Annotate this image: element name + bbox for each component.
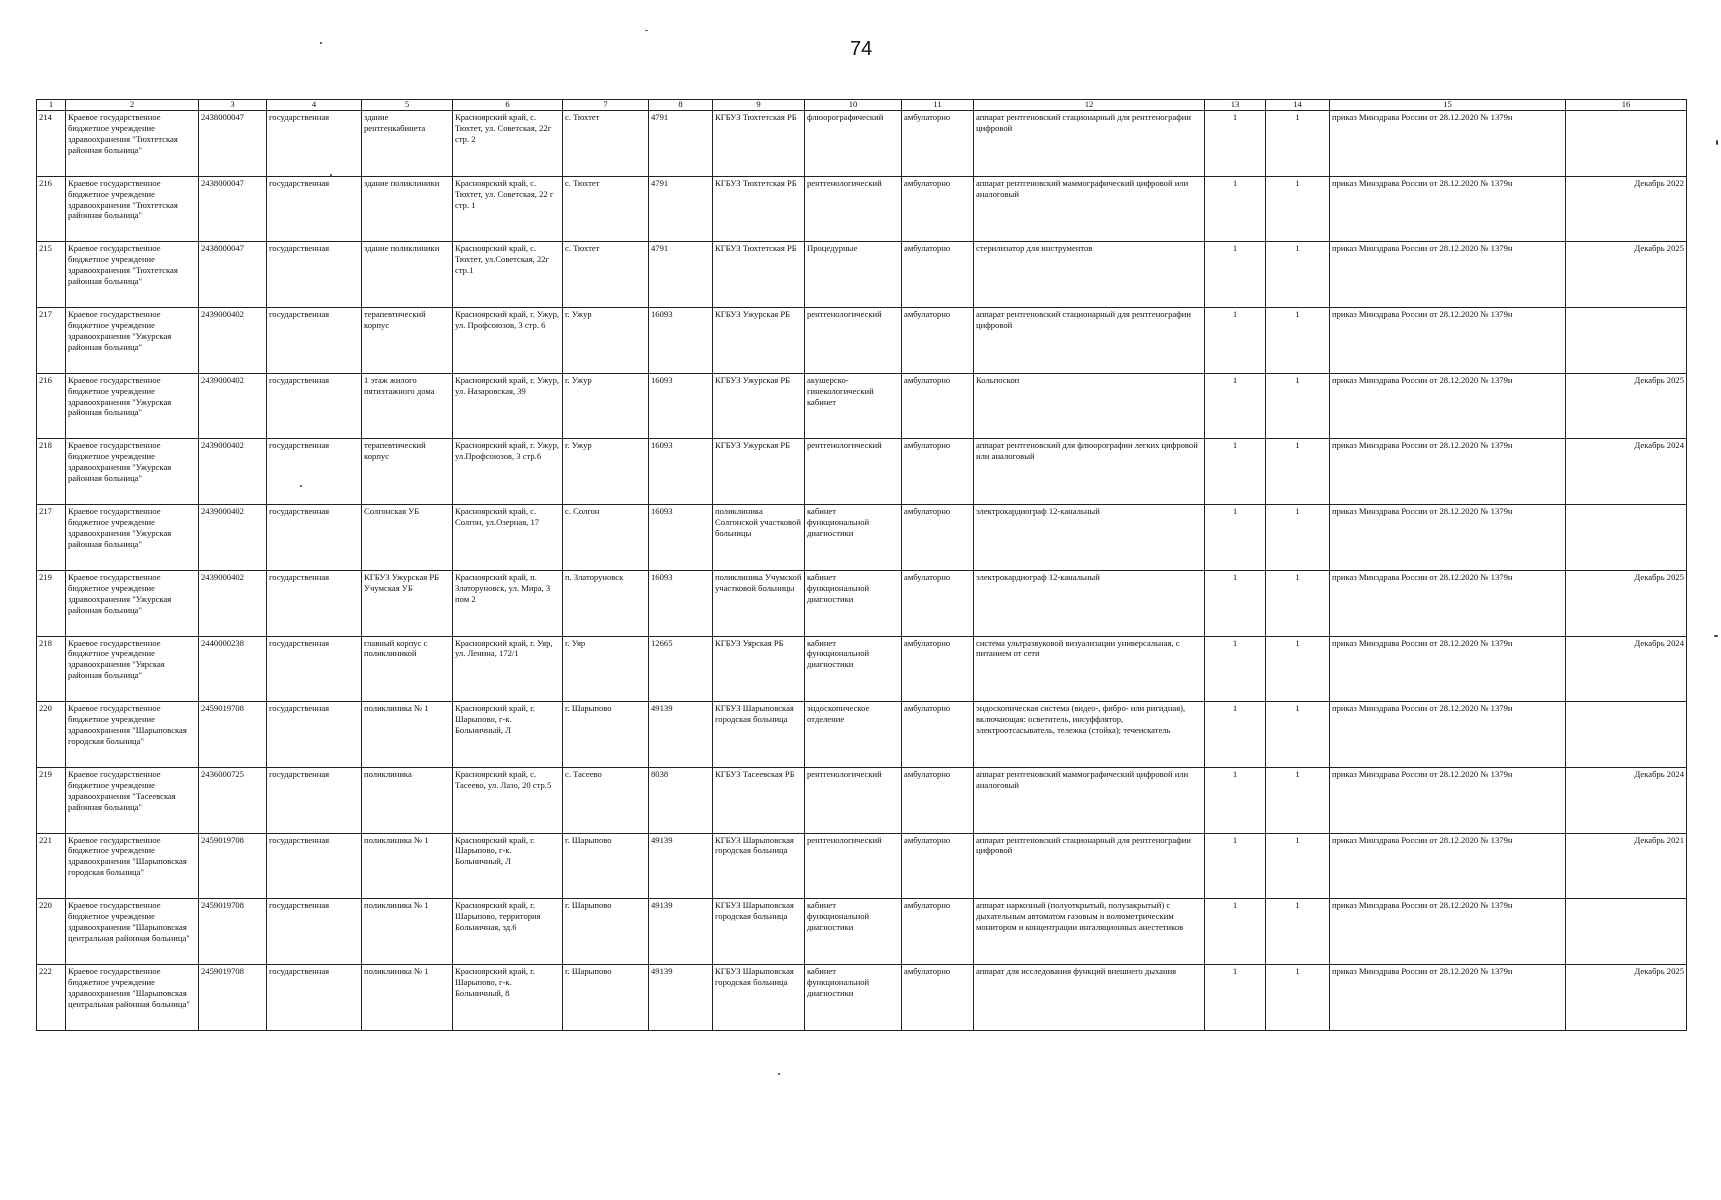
- table-cell-col-14: 1: [1266, 308, 1330, 374]
- table-cell-col-7: г. Ужур: [563, 439, 649, 505]
- table-cell-col-2: Краевое государственное бюджетное учреждение здравоохранения "Шарыповская городская больница": [66, 833, 199, 899]
- scan-speck: [300, 485, 302, 487]
- table-cell-col-3: 2459019708: [199, 702, 267, 768]
- table-cell-col-12: аппарат рентгеновский стационарный для рентгенографии цифровой: [974, 111, 1205, 177]
- table-cell-col-5: поликлиника № 1: [362, 899, 453, 965]
- table-cell-col-2: Краевое государственное бюджетное учреждение здравоохранения "Шарыповская центральная районная больница": [66, 899, 199, 965]
- table-cell-col-11: амбулаторно: [902, 176, 974, 242]
- table-cell-col-12: электрокардиограф 12-канальный: [974, 570, 1205, 636]
- table-cell-col-6: Красноярский край, с. Тюхтет, ул. Советская, 22г стр. 2: [453, 111, 563, 177]
- table-cell-col-11: амбулаторно: [902, 111, 974, 177]
- table-cell-col-1: 218: [37, 439, 66, 505]
- table-cell-col-6: Красноярский край, г. Шарыпово, территория Больничная, зд.6: [453, 899, 563, 965]
- table-cell-col-6: Красноярский край, г. Шарыпово, г-к. Больничный, 8: [453, 964, 563, 1030]
- table-cell-col-15: приказ Минздрава России от 28.12.2020 № 1379н: [1330, 111, 1566, 177]
- table-cell-col-10: рентгенологический: [805, 176, 902, 242]
- table-cell-col-12: аппарат для исследования функций внешнего дыхания: [974, 964, 1205, 1030]
- table-cell-col-5: здание поликлиники: [362, 242, 453, 308]
- table-cell-col-4: государственная: [267, 242, 362, 308]
- table-cell-col-9: КГБУЗ Тюхтетская РБ: [713, 111, 805, 177]
- table-cell-col-10: рентгенологический: [805, 308, 902, 374]
- table-cell-col-9: КГБУЗ Тюхтетская РБ: [713, 242, 805, 308]
- table-cell-col-4: государственная: [267, 176, 362, 242]
- table-row: [37, 833, 1687, 899]
- table-cell-col-4: государственная: [267, 636, 362, 702]
- column-header-7: 7: [563, 100, 649, 111]
- table-cell-col-9: КГБУЗ Тасеевская РБ: [713, 767, 805, 833]
- table-cell-col-5: поликлиника № 1: [362, 964, 453, 1030]
- table-cell-col-4: государственная: [267, 702, 362, 768]
- table-cell-col-16: [1566, 111, 1687, 177]
- table-cell-col-13: 1: [1205, 242, 1266, 308]
- table-cell-col-4: государственная: [267, 899, 362, 965]
- table-cell-col-6: Красноярский край, г. Шарыпово, г-к. Больничный, Л: [453, 702, 563, 768]
- table-row: [37, 308, 1687, 374]
- scan-speck: [330, 174, 332, 176]
- table-cell-col-5: здание рентгенкабинета: [362, 111, 453, 177]
- table-row: [37, 636, 1687, 702]
- table-cell-col-16: Декабрь 2025: [1566, 242, 1687, 308]
- table-cell-col-6: Красноярский край, с. Солгон, ул.Озерная, 17: [453, 505, 563, 571]
- table-cell-col-16: Декабрь 2025: [1566, 570, 1687, 636]
- table-cell-col-11: амбулаторно: [902, 702, 974, 768]
- table-cell-col-8: 49139: [649, 964, 713, 1030]
- table-cell-col-8: 16093: [649, 570, 713, 636]
- table-cell-col-13: 1: [1205, 176, 1266, 242]
- table-cell-col-10: кабинет функциональной диагностики: [805, 636, 902, 702]
- table-cell-col-2: Краевое государственное бюджетное учреждение здравоохранения "Шарыповская центральная районная больница": [66, 964, 199, 1030]
- table-cell-col-14: 1: [1266, 505, 1330, 571]
- table-cell-col-12: аппарат рентгеновский маммографический цифровой или аналоговый: [974, 176, 1205, 242]
- table-cell-col-5: поликлиника: [362, 767, 453, 833]
- table-cell-col-5: 1 этаж жилого пятиэтажного дома: [362, 373, 453, 439]
- table-cell-col-13: 1: [1205, 111, 1266, 177]
- table-cell-col-14: 1: [1266, 373, 1330, 439]
- table-cell-col-15: приказ Минздрава России от 28.12.2020 № 1379н: [1330, 439, 1566, 505]
- table-cell-col-5: Солгонская УБ: [362, 505, 453, 571]
- table-cell-col-10: рентгенологический: [805, 767, 902, 833]
- column-header-14: 14: [1266, 100, 1330, 111]
- table-cell-col-5: терапевтический корпус: [362, 308, 453, 374]
- table-cell-col-7: г. Шарыпово: [563, 702, 649, 768]
- table-cell-col-7: г. Ужур: [563, 373, 649, 439]
- table-cell-col-1: 214: [37, 111, 66, 177]
- table-cell-col-8: 4791: [649, 242, 713, 308]
- table-cell-col-4: государственная: [267, 111, 362, 177]
- scan-speck: [1714, 635, 1718, 637]
- table-cell-col-15: приказ Минздрава России от 28.12.2020 № 1379н: [1330, 702, 1566, 768]
- table-cell-col-8: 16093: [649, 373, 713, 439]
- table-cell-col-6: Красноярский край, г. Ужур, ул.Профсоюзов, 3 стр.6: [453, 439, 563, 505]
- table-cell-col-7: г. Уяр: [563, 636, 649, 702]
- table-cell-col-15: приказ Минздрава России от 28.12.2020 № 1379н: [1330, 833, 1566, 899]
- column-header-6: 6: [453, 100, 563, 111]
- table-cell-col-6: Красноярский край, с. Тюхтет, ул.Советская, 22г стр.1: [453, 242, 563, 308]
- table-cell-col-4: государственная: [267, 570, 362, 636]
- table-cell-col-2: Краевое государственное бюджетное учреждение здравоохранения "Ужурская районная больница": [66, 505, 199, 571]
- table-cell-col-14: 1: [1266, 439, 1330, 505]
- table-cell-col-1: 216: [37, 373, 66, 439]
- equipment-registry-table: [36, 99, 1687, 1031]
- table-cell-col-16: [1566, 505, 1687, 571]
- table-cell-col-7: г. Шарыпово: [563, 833, 649, 899]
- table-cell-col-14: 1: [1266, 636, 1330, 702]
- table-cell-col-1: 216: [37, 176, 66, 242]
- table-cell-col-10: рентгенологический: [805, 439, 902, 505]
- column-header-13: 13: [1205, 100, 1266, 111]
- table-cell-col-16: Декабрь 2024: [1566, 636, 1687, 702]
- table-cell-col-15: приказ Минздрава России от 28.12.2020 № 1379н: [1330, 767, 1566, 833]
- table-cell-col-5: поликлиника № 1: [362, 702, 453, 768]
- table-cell-col-9: поликлиника Солгонской участковой больницы: [713, 505, 805, 571]
- table-row: [37, 111, 1687, 177]
- table-cell-col-12: стерилизатор для инструментов: [974, 242, 1205, 308]
- table-cell-col-13: 1: [1205, 505, 1266, 571]
- table-cell-col-7: г. Шарыпово: [563, 964, 649, 1030]
- table-cell-col-8: 16093: [649, 439, 713, 505]
- table-cell-col-1: 220: [37, 702, 66, 768]
- table-cell-col-7: с. Тюхтет: [563, 111, 649, 177]
- table-cell-col-16: Декабрь 2021: [1566, 833, 1687, 899]
- table-cell-col-6: Красноярский край, г. Ужур, ул. Назаровская, 39: [453, 373, 563, 439]
- table-cell-col-3: 2439000402: [199, 373, 267, 439]
- table-cell-col-2: Краевое государственное бюджетное учреждение здравоохранения "Уярская районная больница": [66, 636, 199, 702]
- column-header-4: 4: [267, 100, 362, 111]
- column-header-9: 9: [713, 100, 805, 111]
- table-cell-col-1: 222: [37, 964, 66, 1030]
- table-cell-col-13: 1: [1205, 833, 1266, 899]
- table-cell-col-13: 1: [1205, 702, 1266, 768]
- table-cell-col-14: 1: [1266, 833, 1330, 899]
- table-cell-col-15: приказ Минздрава России от 28.12.2020 № 1379н: [1330, 899, 1566, 965]
- table-cell-col-13: 1: [1205, 964, 1266, 1030]
- table-cell-col-3: 2439000402: [199, 308, 267, 374]
- table-cell-col-13: 1: [1205, 636, 1266, 702]
- table-cell-col-5: поликлиника № 1: [362, 833, 453, 899]
- table-cell-col-8: 4791: [649, 176, 713, 242]
- column-header-2: 2: [66, 100, 199, 111]
- table-cell-col-8: 16093: [649, 505, 713, 571]
- table-cell-col-9: КГБУЗ Шарыповская городская больница: [713, 833, 805, 899]
- table-cell-col-4: государственная: [267, 439, 362, 505]
- table-cell-col-3: 2436000725: [199, 767, 267, 833]
- table-cell-col-3: 2439000402: [199, 439, 267, 505]
- table-cell-col-2: Краевое государственное бюджетное учреждение здравоохранения "Ужурская районная больница": [66, 439, 199, 505]
- table-cell-col-7: с. Тюхтет: [563, 242, 649, 308]
- table-cell-col-13: 1: [1205, 308, 1266, 374]
- table-cell-col-8: 49139: [649, 833, 713, 899]
- table-cell-col-13: 1: [1205, 439, 1266, 505]
- table-cell-col-16: Декабрь 2025: [1566, 373, 1687, 439]
- table-cell-col-9: КГБУЗ Шарыповская городская больница: [713, 702, 805, 768]
- table-cell-col-3: 2459019708: [199, 899, 267, 965]
- table-cell-col-14: 1: [1266, 899, 1330, 965]
- table-row: [37, 439, 1687, 505]
- table-cell-col-4: государственная: [267, 767, 362, 833]
- table-cell-col-16: Декабрь 2025: [1566, 964, 1687, 1030]
- table-cell-col-12: система ультразвуковой визуализации универсальная, с питанием от сети: [974, 636, 1205, 702]
- table-cell-col-3: 2438000047: [199, 176, 267, 242]
- table-cell-col-1: 215: [37, 242, 66, 308]
- table-cell-col-12: аппарат наркозный (полуоткрытый, полузакрытый) с дыхательным автоматом газовым и волюметрическим монитором и концентрации ингаляционных анестетиков: [974, 899, 1205, 965]
- table-cell-col-16: Декабрь 2024: [1566, 439, 1687, 505]
- table-cell-col-6: Красноярский край, г. Ужур, ул. Профсоюзов, 3 стр. 6: [453, 308, 563, 374]
- table-cell-col-16: Декабрь 2022: [1566, 176, 1687, 242]
- table-cell-col-8: 49139: [649, 702, 713, 768]
- table-cell-col-6: Красноярский край, г. Уяр, ул. Ленина, 172/1: [453, 636, 563, 702]
- table-cell-col-11: амбулаторно: [902, 767, 974, 833]
- table-cell-col-14: 1: [1266, 176, 1330, 242]
- table-cell-col-1: 218: [37, 636, 66, 702]
- table-cell-col-7: г. Ужур: [563, 308, 649, 374]
- table-cell-col-7: с. Солгон: [563, 505, 649, 571]
- table-cell-col-12: аппарат рентгеновский для флюорографии легких цифровой или аналоговый: [974, 439, 1205, 505]
- table-cell-col-14: 1: [1266, 111, 1330, 177]
- table-cell-col-4: государственная: [267, 964, 362, 1030]
- table-cell-col-15: приказ Минздрава России от 28.12.2020 № 1379н: [1330, 636, 1566, 702]
- table-cell-col-9: КГБУЗ Уярская РБ: [713, 636, 805, 702]
- table-cell-col-9: КГБУЗ Ужурская РБ: [713, 308, 805, 374]
- table-cell-col-6: Красноярский край, п. Златоруновск, ул. Мира, 3 пом 2: [453, 570, 563, 636]
- table-cell-col-1: 220: [37, 899, 66, 965]
- table-cell-col-15: приказ Минздрава России от 28.12.2020 № 1379н: [1330, 373, 1566, 439]
- table-cell-col-11: амбулаторно: [902, 899, 974, 965]
- table-cell-col-11: амбулаторно: [902, 964, 974, 1030]
- table-cell-col-11: амбулаторно: [902, 505, 974, 571]
- column-header-5: 5: [362, 100, 453, 111]
- table-cell-col-16: [1566, 702, 1687, 768]
- table-cell-col-8: 16093: [649, 308, 713, 374]
- page-number: 74: [850, 38, 873, 60]
- table-cell-col-12: аппарат рентгеновский маммографический цифровой или аналоговый: [974, 767, 1205, 833]
- column-header-1: 1: [37, 100, 66, 111]
- table-cell-col-16: [1566, 899, 1687, 965]
- header-row: [37, 100, 1687, 111]
- table-cell-col-14: 1: [1266, 964, 1330, 1030]
- table-row: [37, 570, 1687, 636]
- table-cell-col-3: 2439000402: [199, 570, 267, 636]
- table-cell-col-15: приказ Минздрава России от 28.12.2020 № 1379н: [1330, 570, 1566, 636]
- table-cell-col-4: государственная: [267, 373, 362, 439]
- table-cell-col-7: с. Тюхтет: [563, 176, 649, 242]
- table-cell-col-10: кабинет функциональной диагностики: [805, 899, 902, 965]
- table-cell-col-15: приказ Минздрава России от 28.12.2020 № 1379н: [1330, 176, 1566, 242]
- table-row: [37, 176, 1687, 242]
- table-cell-col-10: эндоскопическое отделение: [805, 702, 902, 768]
- table-row: [37, 702, 1687, 768]
- scan-speck: [645, 30, 648, 31]
- table-cell-col-10: акушерско-гинекологический кабинет: [805, 373, 902, 439]
- table-cell-col-1: 217: [37, 308, 66, 374]
- table-cell-col-8: 12665: [649, 636, 713, 702]
- table-row: [37, 899, 1687, 965]
- table-cell-col-1: 219: [37, 570, 66, 636]
- table-cell-col-12: эндоскопическая система (видео-, фибро- или ригидная), включающая: осветитель, инсуффлятор, электроотсасыватель, тележка (стойка); течеискатель: [974, 702, 1205, 768]
- table-cell-col-11: амбулаторно: [902, 373, 974, 439]
- table-cell-col-6: Красноярский край, с. Тасеево, ул. Лазо, 20 стр.5: [453, 767, 563, 833]
- table-cell-col-2: Краевое государственное бюджетное учреждение здравоохранения "Ужурская районная больница": [66, 373, 199, 439]
- table-cell-col-6: Красноярский край, с. Тюхтет, ул. Советская, 22 г стр. 1: [453, 176, 563, 242]
- table-cell-col-9: поликлиника Учумской участковой больницы: [713, 570, 805, 636]
- table-cell-col-12: аппарат рентгеновский стационарный для рентгенографии цифровой: [974, 308, 1205, 374]
- table-cell-col-2: Краевое государственное бюджетное учреждение здравоохранения "Ужурская районная больница": [66, 308, 199, 374]
- table-cell-col-3: 2438000047: [199, 242, 267, 308]
- table-cell-col-6: Красноярский край, г. Шарыпово, г-к. Больничный, Л: [453, 833, 563, 899]
- table-row: [37, 373, 1687, 439]
- table-cell-col-4: государственная: [267, 833, 362, 899]
- table-cell-col-15: приказ Минздрава России от 28.12.2020 № 1379н: [1330, 242, 1566, 308]
- table-cell-col-15: приказ Минздрава России от 28.12.2020 № 1379н: [1330, 308, 1566, 374]
- table-cell-col-9: КГБУЗ Шарыповская городская больница: [713, 964, 805, 1030]
- table-cell-col-14: 1: [1266, 702, 1330, 768]
- table-cell-col-3: 2438000047: [199, 111, 267, 177]
- table-cell-col-8: 49139: [649, 899, 713, 965]
- table-cell-col-11: амбулаторно: [902, 242, 974, 308]
- table-row: [37, 767, 1687, 833]
- table-cell-col-16: [1566, 308, 1687, 374]
- table-cell-col-9: КГБУЗ Ужурская РБ: [713, 373, 805, 439]
- table-cell-col-7: п. Златоруновск: [563, 570, 649, 636]
- table-cell-col-10: кабинет функциональной диагностики: [805, 570, 902, 636]
- column-header-11: 11: [902, 100, 974, 111]
- table-cell-col-3: 2459019708: [199, 964, 267, 1030]
- table-cell-col-14: 1: [1266, 570, 1330, 636]
- table-cell-col-15: приказ Минздрава России от 28.12.2020 № 1379н: [1330, 964, 1566, 1030]
- table-cell-col-2: Краевое государственное бюджетное учреждение здравоохранения "Ужурская районная больница": [66, 570, 199, 636]
- table-cell-col-3: 2459019708: [199, 833, 267, 899]
- table-cell-col-10: рентгенологический: [805, 833, 902, 899]
- table-cell-col-3: 2439000402: [199, 505, 267, 571]
- table-cell-col-13: 1: [1205, 767, 1266, 833]
- table-cell-col-7: с. Тасеево: [563, 767, 649, 833]
- table-cell-col-11: амбулаторно: [902, 439, 974, 505]
- table-cell-col-9: КГБУЗ Шарыповская городская больница: [713, 899, 805, 965]
- table-cell-col-7: г. Шарыпово: [563, 899, 649, 965]
- table-cell-col-8: 8038: [649, 767, 713, 833]
- table-cell-col-11: амбулаторно: [902, 570, 974, 636]
- table-cell-col-8: 4791: [649, 111, 713, 177]
- table-cell-col-5: терапевтический корпус: [362, 439, 453, 505]
- table-cell-col-2: Краевое государственное бюджетное учреждение здравоохранения "Тюхтетская районная больница": [66, 176, 199, 242]
- table-cell-col-4: государственная: [267, 308, 362, 374]
- table-cell-col-2: Краевое государственное бюджетное учреждение здравоохранения "Тюхтетская районная больница": [66, 242, 199, 308]
- table-cell-col-2: Краевое государственное бюджетное учреждение здравоохранения "Тасеевская районная больница": [66, 767, 199, 833]
- table-body: [37, 111, 1687, 1031]
- table-cell-col-5: КГБУЗ Ужурская РБ Учумская УБ: [362, 570, 453, 636]
- table-cell-col-16: Декабрь 2024: [1566, 767, 1687, 833]
- column-header-12: 12: [974, 100, 1205, 111]
- table-cell-col-9: КГБУЗ Ужурская РБ: [713, 439, 805, 505]
- table-cell-col-12: аппарат рентгеновский стационарный для рентгенографии цифровой: [974, 833, 1205, 899]
- scan-speck: [778, 1073, 780, 1075]
- table-cell-col-14: 1: [1266, 767, 1330, 833]
- table-cell-col-2: Краевое государственное бюджетное учреждение здравоохранения "Шарыповская городская больница": [66, 702, 199, 768]
- table-row: [37, 505, 1687, 571]
- table-row: [37, 242, 1687, 308]
- table-cell-col-10: кабинет функциональной диагностики: [805, 505, 902, 571]
- table-cell-col-9: КГБУЗ Тюхтетская РБ: [713, 176, 805, 242]
- column-header-3: 3: [199, 100, 267, 111]
- table-cell-col-2: Краевое государственное бюджетное учреждение здравоохранения "Тюхтетская районная больница": [66, 111, 199, 177]
- column-header-15: 15: [1330, 100, 1566, 111]
- table-cell-col-1: 221: [37, 833, 66, 899]
- table-cell-col-13: 1: [1205, 570, 1266, 636]
- table-cell-col-3: 2440000238: [199, 636, 267, 702]
- table-cell-col-1: 217: [37, 505, 66, 571]
- table-cell-col-11: амбулаторно: [902, 308, 974, 374]
- column-header-8: 8: [649, 100, 713, 111]
- table-cell-col-13: 1: [1205, 899, 1266, 965]
- table-cell-col-11: амбулаторно: [902, 833, 974, 899]
- table-cell-col-10: флюорографический: [805, 111, 902, 177]
- table-cell-col-4: государственная: [267, 505, 362, 571]
- table-cell-col-14: 1: [1266, 242, 1330, 308]
- table-cell-col-10: кабинет функциональной диагностики: [805, 964, 902, 1030]
- scan-speck: [320, 42, 322, 44]
- table-cell-col-1: 219: [37, 767, 66, 833]
- table-cell-col-13: 1: [1205, 373, 1266, 439]
- table-cell-col-10: Процедурные: [805, 242, 902, 308]
- column-header-10: 10: [805, 100, 902, 111]
- table-cell-col-15: приказ Минздрава России от 28.12.2020 № 1379н: [1330, 505, 1566, 571]
- table-row: [37, 964, 1687, 1030]
- table-cell-col-11: амбулаторно: [902, 636, 974, 702]
- scan-speck: [1716, 140, 1718, 145]
- column-header-16: 16: [1566, 100, 1687, 111]
- table-cell-col-12: электрокардиограф 12-канальный: [974, 505, 1205, 571]
- table-cell-col-12: Кольпоскоп: [974, 373, 1205, 439]
- table-cell-col-5: главный корпус с поликлиникой: [362, 636, 453, 702]
- table-cell-col-5: здание поликлиники: [362, 176, 453, 242]
